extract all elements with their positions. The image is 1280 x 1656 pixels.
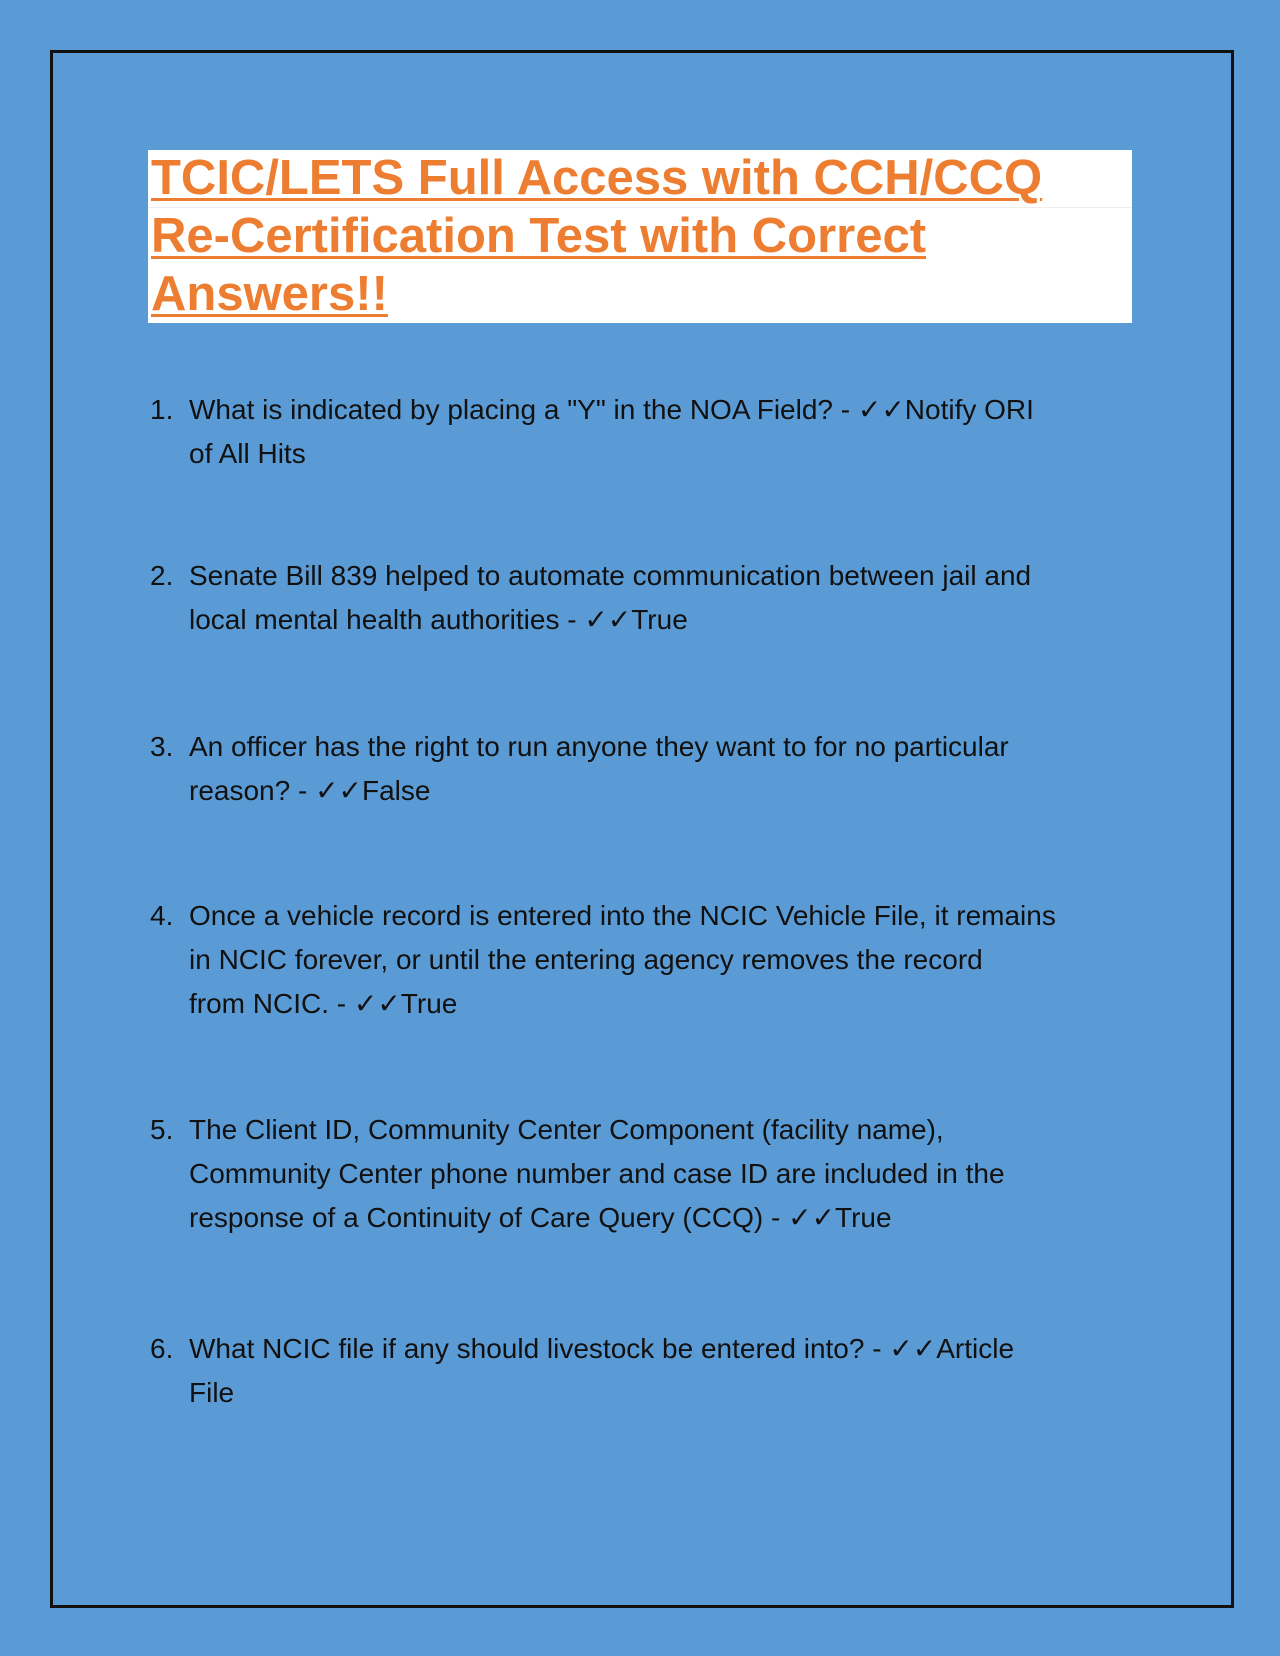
title-line-1: TCIC/LETS Full Access with CCH/CCQ: [151, 151, 1043, 205]
question-text: [189, 894, 1139, 1026]
question-line: Once a vehicle record is entered into the NCIC Vehicle File, it remains: [189, 900, 1056, 931]
question-number: 5.: [150, 1114, 174, 1145]
question-line: What is indicated by placing a "Y" in the NOA Field? - ✓✓Notify ORI: [189, 394, 1034, 425]
question-text: [189, 725, 1139, 813]
question-line: What NCIC file if any should livestock be entered into? - ✓✓Article: [189, 1333, 1015, 1364]
question-line: reason? - ✓✓False: [189, 775, 431, 806]
question-line: The Client ID, Community Center Component (facility name),: [189, 1114, 944, 1145]
title-line-2: Re-Certification Test with Correct: [151, 209, 927, 263]
question-line: in NCIC forever, or until the entering agency removes the record: [189, 944, 983, 975]
question-line: Senate Bill 839 helped to automate communication between jail and: [189, 560, 1032, 591]
question-text: [189, 388, 1139, 476]
question-line: File: [189, 1377, 235, 1408]
question-line: from NCIC. - ✓✓True: [189, 988, 458, 1019]
question-number: 4.: [150, 900, 174, 931]
question-number: 3.: [150, 731, 174, 762]
question-text: [189, 554, 1139, 642]
question-text: [189, 1327, 1139, 1415]
question-number: 6.: [150, 1333, 174, 1364]
title-line-3: Answers!!: [151, 267, 388, 321]
question-line: of All Hits: [189, 438, 306, 469]
question-line: An officer has the right to run anyone they want to for no particular: [189, 731, 1009, 762]
question-number: 2.: [150, 560, 174, 591]
question-text: [189, 1108, 1139, 1240]
document-title: [148, 150, 1132, 323]
question-line: response of a Continuity of Care Query (CCQ) - ✓✓True: [189, 1202, 892, 1233]
question-number: 1.: [150, 394, 174, 425]
question-line: Community Center phone number and case ID are included in the: [189, 1158, 1005, 1189]
question-line: local mental health authorities - ✓✓True: [189, 604, 688, 635]
